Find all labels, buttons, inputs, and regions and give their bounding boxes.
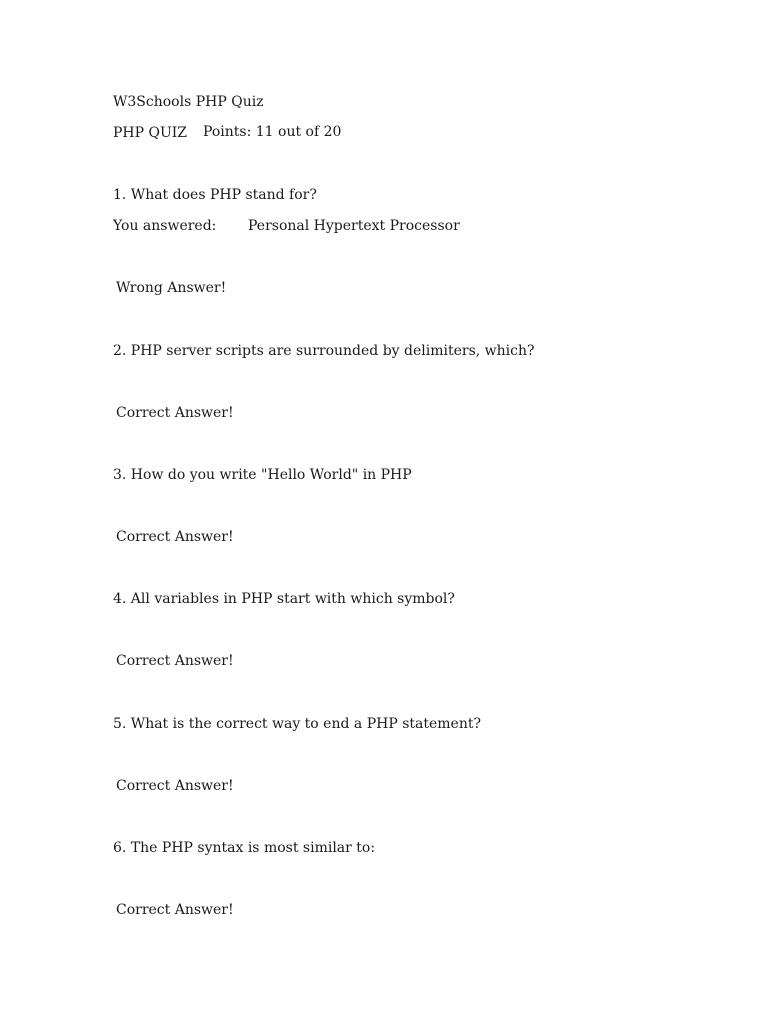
points-score: Points: 11 out of 20 [203,124,342,140]
question-5-result: Correct Answer! [116,778,234,794]
quiz-label: PHP QUIZ [113,125,188,141]
question-1-answered-value: Personal Hypertext Processor [248,218,460,234]
question-1-answered-label: You answered: [113,218,217,234]
question-5-text: 5. What is the correct way to end a PHP statement? [113,716,481,732]
question-6-text: 6. The PHP syntax is most similar to: [113,840,376,856]
question-1-text: 1. What does PHP stand for? [113,187,317,203]
question-4-text: 4. All variables in PHP start with which symbol? [113,591,455,607]
document-title: W3Schools PHP Quiz [113,94,264,110]
question-6-result: Correct Answer! [116,902,234,918]
question-3-result: Correct Answer! [116,529,234,545]
question-2-result: Correct Answer! [116,405,234,421]
question-4-result: Correct Answer! [116,653,234,669]
question-3-text: 3. How do you write "Hello World" in PHP [113,467,412,483]
question-1-result: Wrong Answer! [116,280,227,296]
question-2-text: 2. PHP server scripts are surrounded by delimiters, which? [113,343,535,359]
